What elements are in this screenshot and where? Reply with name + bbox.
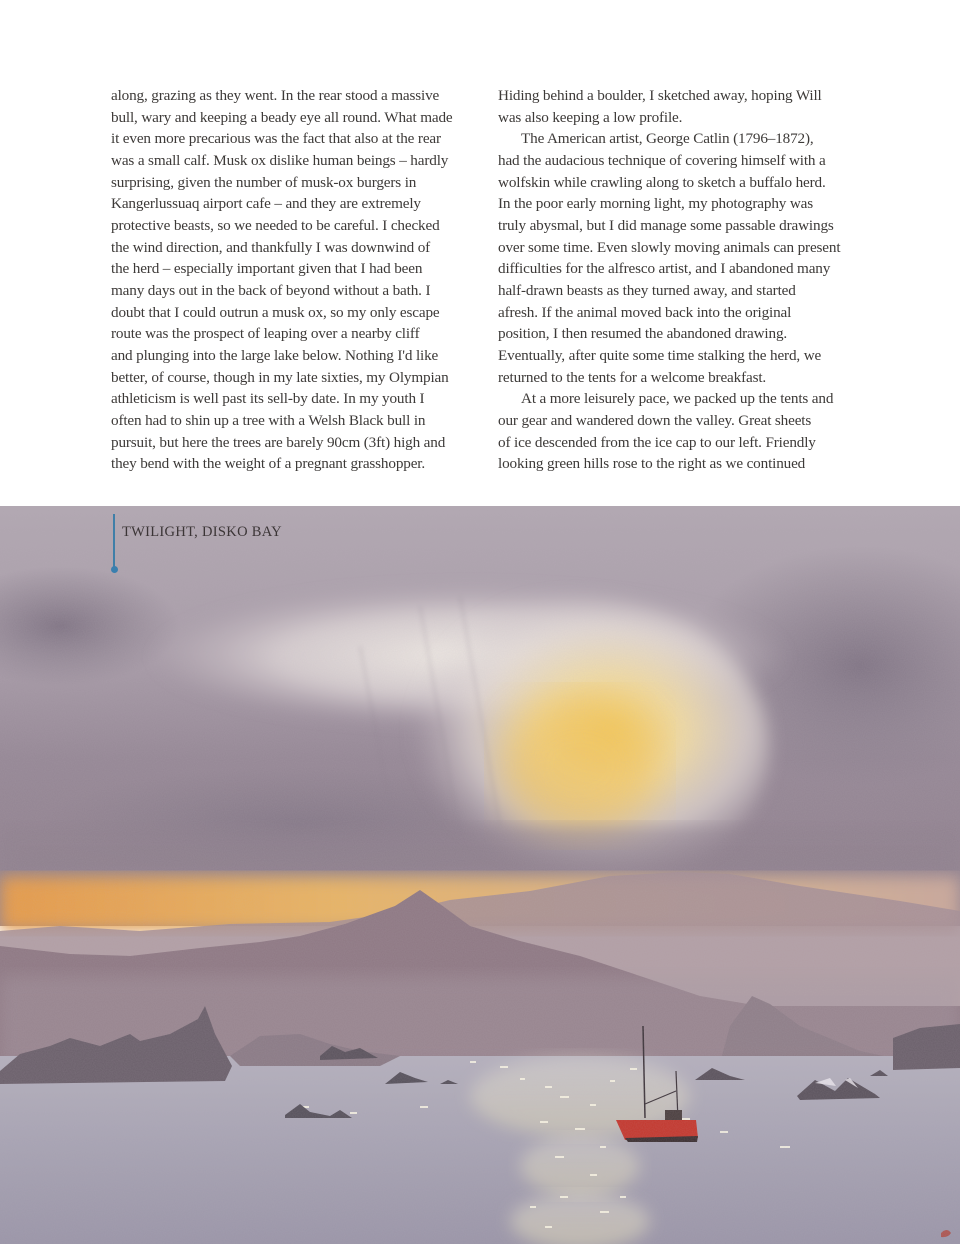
text-line: the wind direction, and thankfully I was downwind of	[111, 238, 431, 256]
text-line: many days out in the back of beyond without a bath. I	[111, 281, 431, 299]
text-line: bull, wary and keeping a beady eye all round. What made	[111, 108, 453, 126]
figure-caption: TWILIGHT, DISKO BAY	[122, 524, 282, 540]
text-line: the herd – especially important given that I had been	[111, 260, 423, 278]
text-line: they bend with the weight of a pregnant grasshopper.	[111, 455, 426, 473]
text-line: was also keeping a low profile.	[498, 108, 683, 126]
text-line: athleticism is well past its sell-by date. In my youth I	[111, 390, 425, 408]
text-line: better, of course, though in my late sixties, my Olympian	[111, 368, 449, 386]
painting-twilight-disko-bay	[0, 506, 960, 1244]
text-line: doubt that I could outrun a musk ox, so my only escape	[111, 303, 440, 321]
text-line: difficulties for the alfresco artist, and I abandoned many	[498, 260, 831, 278]
text-line: protective beasts, so we needed to be careful. I checked	[111, 216, 440, 234]
text-line: afresh. If the animal moved back into the original	[498, 303, 792, 321]
text-line: half-drawn beasts as they turned away, and started	[498, 281, 796, 299]
text-line: pursuit, but here the trees are barely 90cm (3ft) high and	[111, 433, 446, 451]
text-line: often had to shin up a tree with a Welsh Black bull in	[111, 411, 426, 429]
text-line: At a more leisurely pace, we packed up the tents and	[521, 390, 834, 408]
text-line: Eventually, after quite some time stalking the herd, we	[498, 346, 822, 364]
text-line: wolfskin while crawling along to sketch a buffalo herd.	[498, 173, 826, 191]
text-line: looking green hills rose to the right as we continued	[498, 455, 806, 473]
text-line: of ice descended from the ice cap to our left. Friendly	[498, 433, 816, 451]
text-line: our gear and wandered down the valley. Great sheets	[498, 411, 812, 429]
text-line: it even more precarious was the fact that also at the rear	[111, 130, 441, 148]
text-column-left	[111, 85, 486, 475]
text-line: over some time. Even slowly moving animals can present	[498, 238, 841, 256]
text-line: Kangerlussuaq airport cafe – and they are extremely	[111, 195, 421, 213]
caption-leader-line	[113, 514, 115, 569]
caption-leader-dot	[111, 566, 118, 573]
text-line: and plunging into the large lake below. Nothing I'd like	[111, 346, 439, 364]
text-column-right	[498, 85, 873, 475]
text-line: position, I then resumed the abandoned drawing.	[498, 325, 788, 343]
text-line: returned to the tents for a welcome breakfast.	[498, 368, 767, 386]
text-line: truly abysmal, but I did manage some passable drawings	[498, 216, 834, 234]
text-line: was a small calf. Musk ox dislike human beings – hardly	[111, 151, 449, 169]
text-line: route was the prospect of leaping over a nearby cliff	[111, 325, 420, 343]
text-line: had the audacious technique of covering himself with a	[498, 151, 826, 169]
text-line: along, grazing as they went. In the rear stood a massive	[111, 87, 440, 104]
text-line: The American artist, George Catlin (1796–1872),	[521, 130, 814, 148]
text-line: surprising, given the number of musk-ox burgers in	[111, 173, 417, 191]
text-line: In the poor early morning light, my photography was	[498, 195, 814, 213]
text-line: Hiding behind a boulder, I sketched away, hoping Will	[498, 87, 822, 104]
body-text	[111, 85, 881, 485]
